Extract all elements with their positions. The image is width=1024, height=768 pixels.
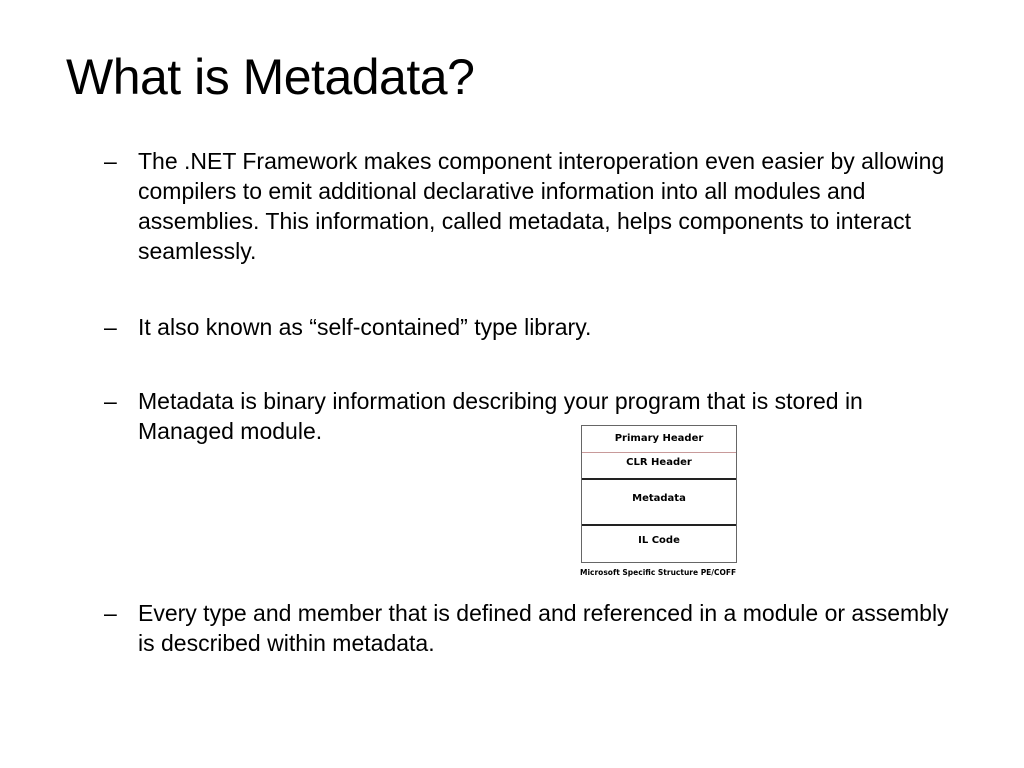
slide-title: What is Metadata? [66, 49, 475, 105]
diagram-section-metadata: Metadata [582, 480, 736, 526]
bullet-text: It also known as “self-contained” type library. [138, 314, 592, 340]
diagram-section-clr-header: CLR Header [582, 452, 736, 480]
diagram-section-primary-header: Primary Header [582, 426, 736, 453]
diagram-caption: Microsoft Specific Structure PE/COFF [580, 568, 737, 577]
pe-stack [581, 425, 737, 563]
bullet-item [104, 312, 984, 342]
bullet-item [104, 598, 984, 658]
bullet-marker: – [104, 314, 117, 340]
bullet-item [104, 146, 984, 266]
bullet-item [104, 386, 984, 446]
diagram-section-il-code: IL Code [638, 535, 680, 546]
bullet-text: The .NET Framework makes component interoperation even easier by allowing compilers to emit additional declarative information into all modules and assemblies. This information, called metadata, helps components to interact seamlessly. [138, 148, 945, 264]
bullet-marker: – [104, 148, 117, 174]
bullet-marker: – [104, 388, 117, 414]
bullet-text: Metadata is binary information describing your program that is stored in Managed module. [138, 388, 863, 444]
bullet-text: Every type and member that is defined and referenced in a module or assembly is described within metadata. [138, 600, 949, 656]
pe-structure-diagram [576, 424, 766, 580]
bullet-marker: – [104, 600, 117, 626]
